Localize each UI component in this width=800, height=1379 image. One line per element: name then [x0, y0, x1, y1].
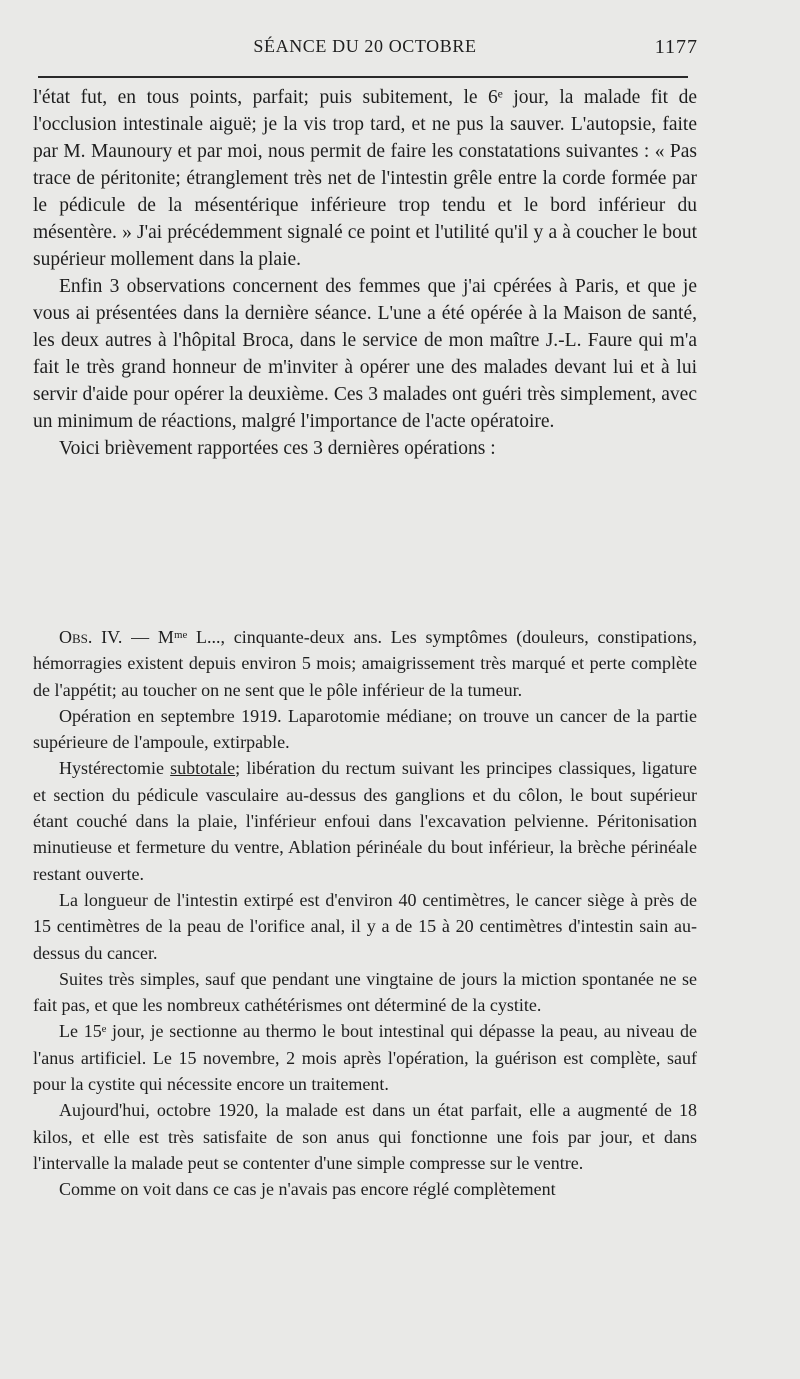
hysterectomy-start: Hystérectomie — [59, 758, 171, 779]
observation-hysterectomy — [33, 755, 697, 886]
observation-length: La longueur de l'intestin extirpé est d'environ 40 centimètres, le cancer siège à près de 15 centimètres de la peau de l'orifice anal, il y a de 15 à 20 centimètres d'intestin sain au-dessus du cancer. — [33, 889, 697, 963]
observation-label: Obs. IV. — [59, 627, 123, 647]
observation-today: Aujourd'hui, octobre 1920, la malade est dans un état parfait, elle a augmenté de 18 kilos, et elle est très satisfaite de son anus qui fonctionne une fois par jour, et dans l'intervalle la malade peut se contenter d'une simple compresse sur le ventre. — [33, 1100, 697, 1173]
page-number: 1177 — [654, 36, 698, 58]
running-title: SÉANCE DU 20 OCTOBRE — [253, 36, 477, 56]
observation-suites: Suites très simples, sauf que pendant une vingtaine de jours la miction spontanée ne se fait pas, et que les nombreux cathétérismes ont déterminé de la cystite. — [33, 968, 697, 1016]
observation-intro-text: — Mᵐᵉ L..., cinquante-deux ans. Les symptômes (douleurs, constipations, hémorragies existent depuis environ 5 mois; amaigrissement très marqué et perte complète de l'appétit; au toucher on ne sent que le pôle inférieur de la tumeur. — [33, 627, 698, 700]
main-text — [33, 84, 697, 462]
paragraph-continuation: l'état fut, en tous points, parfait; puis subitement, le 6ᵉ jour, la malade fit de l'occlusion intestinale aiguë; je la vis trop tard, et ne pus la sauver. L'autopsie, faite par M. Maunoury et par moi, nous permit de faire les constatations suivantes : « Pas trace de péritonite; étranglement très net de l'intestin grêle entre la corde formée par le pédicule de la mésentérique inférieure trop tendu et le bord inférieur du mésentère. » J'ai précédemment signalé ce point et l'utilité qu'il y a à coucher le bout supérieur mollement dans la plaie. — [33, 87, 697, 270]
observation-intro — [33, 624, 697, 703]
running-header — [32, 36, 698, 60]
paragraph-voici: Voici brièvement rapportées ces 3 dernières opérations : — [59, 438, 496, 459]
header-rule — [38, 76, 688, 78]
observation-closing: Comme on voit dans ce cas je n'avais pas encore réglé complètement — [59, 1179, 556, 1200]
observation-day-15: Le 15ᵉ jour, je sectionne au thermo le bout intestinal qui dépasse la peau, au niveau de l'anus artificiel. Le 15 novembre, 2 mois après l'opération, la guérison est complète, sauf pour la cystite qui nécessite encore un traitement. — [33, 1021, 697, 1095]
hysterectomy-rest: ; libération du rectum suivant les principes classiques, ligature et section du pédicule vasculaire au-dessus des ganglions et du côlon, le bout supérieur étant couché dans la plaie, l'inférieur enfoui dans l'excavation pelvienne. Péritonisation minutieuse et fermeture du ventre, Ablation périnéale du bout inférieur, la brèche périnéale restant ouverte. — [33, 758, 697, 884]
underlined-word: subtotale — [170, 758, 236, 779]
observation-operation: Opération en septembre 1919. Laparotomie médiane; on trouve un cancer de la partie supérieure de l'ampoule, extirpable. — [33, 705, 697, 753]
paragraph-enfin: Enfin 3 observations concernent des femmes que j'ai cpérées à Paris, et que je vous ai présentées dans la dernière séance. L'une a été opérée à la Maison de santé, les deux autres à l'hôpital Broca, dans le service de mon maître J.-L. Faure qui m'a fait le très grand honneur de m'inviter à opérer une des malades devant lui et à lui servir d'aide pour opérer la deuxième. Ces 3 malades ont guéri très simplement, avec un minimum de réactions, malgré l'importance de l'acte opératoire. — [33, 276, 697, 432]
observation-iv — [33, 624, 697, 1203]
